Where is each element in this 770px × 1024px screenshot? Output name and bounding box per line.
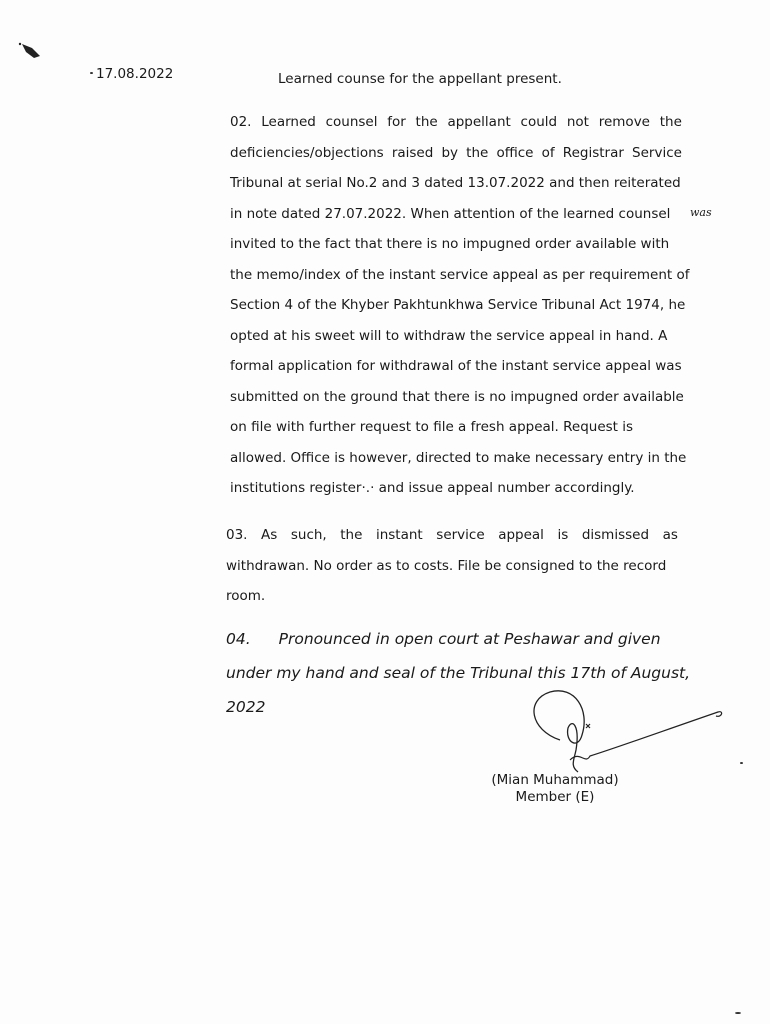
word: 04.	[226, 630, 251, 648]
word: Pronounced in open court at Peshawar and given	[278, 630, 661, 648]
word: 2022	[226, 698, 266, 716]
word: as	[662, 527, 678, 543]
text-line	[226, 527, 678, 543]
text-line	[230, 297, 686, 313]
text-line	[230, 114, 682, 130]
text-line	[230, 419, 682, 435]
word: As	[261, 527, 278, 543]
word: invited to the fact that there is no impugned order available with	[230, 236, 670, 252]
word: the	[415, 114, 438, 130]
ink-blot-mark	[18, 38, 48, 62]
word: under my hand and seal of the Tribunal this 17th of August,	[226, 664, 691, 682]
text-line	[230, 328, 682, 344]
word: Section 4 of the Khyber Pakhtunkhwa Service Tribunal Act 1974, he	[230, 297, 686, 313]
word: such,	[290, 527, 327, 543]
text-line	[230, 389, 682, 405]
word: opted at his sweet will to withdraw the service appeal in hand. A	[230, 327, 668, 344]
word: withdrawan. No order as to costs. File be consigned to the record	[226, 557, 667, 574]
word: dismissed	[581, 527, 650, 543]
word: not	[566, 114, 589, 130]
order-date: 17.08.2022	[96, 66, 174, 82]
word: 02.	[230, 114, 252, 130]
text-line	[230, 175, 682, 191]
word: for	[387, 114, 406, 130]
word: appellant	[447, 114, 511, 130]
signatory-name: (Mian Muhammad)	[491, 772, 619, 788]
word: service	[436, 527, 485, 543]
word: is	[557, 527, 569, 543]
scan-speck	[735, 1012, 741, 1014]
scan-speck	[740, 762, 743, 764]
text-line	[230, 206, 682, 222]
word: instant	[375, 527, 423, 543]
scan-speck	[90, 72, 93, 74]
text-line	[226, 558, 678, 574]
word: formal application for withdrawal of the instant service appeal was	[230, 358, 682, 374]
opening-line: Learned counse for the appellant present.	[278, 71, 562, 87]
word: Registrar	[562, 144, 624, 161]
word: appeal	[498, 527, 544, 543]
word: could	[520, 114, 558, 130]
word: the memo/index of the instant service appeal as per requirement of	[230, 266, 690, 283]
text-line	[230, 145, 682, 161]
word: institutions register·.· and issue appeal number accordingly.	[230, 480, 635, 496]
word: remove	[598, 114, 650, 130]
margin-insertion: was	[690, 206, 712, 219]
word: Service	[632, 144, 682, 161]
word: deficiencies/objections	[230, 144, 384, 161]
word: of	[541, 144, 555, 161]
text-line	[230, 266, 690, 283]
word: Learned	[261, 114, 316, 130]
text-line	[230, 236, 682, 252]
word: the	[340, 527, 363, 543]
word: in note dated 27.07.2022. When attention of the learned counsel	[230, 205, 671, 222]
word: the	[466, 144, 489, 161]
word: allowed. Office is however, directed to make necessary entry in the	[230, 449, 687, 466]
text-line	[226, 630, 678, 648]
word: the	[659, 114, 682, 130]
word: office	[496, 144, 534, 161]
text-line	[230, 449, 687, 466]
word: by	[441, 144, 459, 161]
word: submitted on the ground that there is no impugned order available	[230, 388, 684, 405]
word: counsel	[325, 114, 378, 130]
word: raised	[391, 144, 434, 161]
text-line	[230, 480, 682, 496]
word: Tribunal at serial No.2 and 3 dated 13.07.2022 and then reiterated	[230, 175, 681, 191]
word: 03.	[226, 527, 248, 543]
text-line	[226, 588, 678, 604]
signatory-role: Member (E)	[515, 789, 595, 805]
text-line	[230, 358, 682, 374]
word: room.	[226, 588, 266, 604]
handwritten-signature	[520, 680, 730, 780]
word: on file with further request to file a fresh appeal. Request is	[230, 419, 634, 435]
